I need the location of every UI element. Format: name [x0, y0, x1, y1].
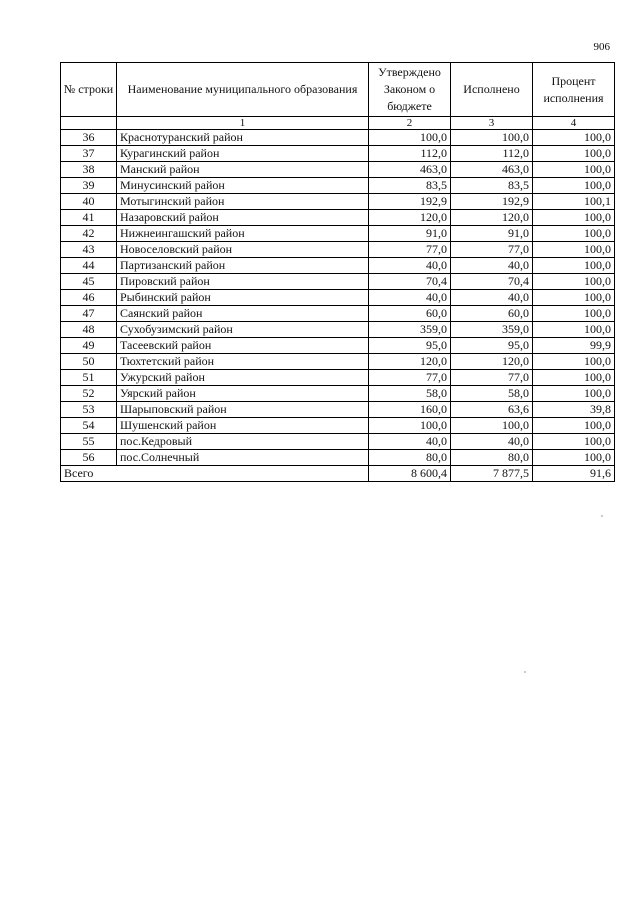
total-label: Всего: [61, 466, 369, 482]
executed-amount: 40,0: [451, 258, 533, 274]
row-number: 47: [61, 306, 117, 322]
approved-amount: 95,0: [369, 338, 451, 354]
column-number: 2: [369, 117, 451, 130]
approved-amount: 80,0: [369, 450, 451, 466]
header-approved: Утверждено Законом о бюджете: [369, 63, 451, 117]
execution-percent: 100,0: [533, 226, 615, 242]
table-row: [61, 338, 615, 354]
municipality-name: Манский район: [117, 162, 369, 178]
row-number: 53: [61, 402, 117, 418]
table-row: [61, 322, 615, 338]
execution-percent: 100,0: [533, 434, 615, 450]
table-row: [61, 418, 615, 434]
execution-percent: 100,0: [533, 418, 615, 434]
municipality-name: Тасеевский район: [117, 338, 369, 354]
municipality-name: Назаровский район: [117, 210, 369, 226]
execution-percent: 100,0: [533, 146, 615, 162]
municipality-name: Пировский район: [117, 274, 369, 290]
execution-percent: 100,0: [533, 354, 615, 370]
approved-amount: 100,0: [369, 418, 451, 434]
table-row: [61, 162, 615, 178]
execution-percent: 100,0: [533, 162, 615, 178]
row-number: 52: [61, 386, 117, 402]
row-number: 56: [61, 450, 117, 466]
execution-percent: 100,0: [533, 258, 615, 274]
municipality-name: Новоселовский район: [117, 242, 369, 258]
column-number: 4: [533, 117, 615, 130]
executed-amount: 40,0: [451, 290, 533, 306]
municipality-name: Нижнеингашский район: [117, 226, 369, 242]
executed-amount: 63,6: [451, 402, 533, 418]
row-number: 54: [61, 418, 117, 434]
approved-amount: 40,0: [369, 434, 451, 450]
column-number: 1: [117, 117, 369, 130]
execution-percent: 100,0: [533, 274, 615, 290]
executed-amount: 83,5: [451, 178, 533, 194]
table-row: [61, 354, 615, 370]
row-number: 51: [61, 370, 117, 386]
table-row: [61, 210, 615, 226]
municipality-name: Сухобузимский район: [117, 322, 369, 338]
municipality-name: пос.Кедровый: [117, 434, 369, 450]
total-approved: 8 600,4: [369, 466, 451, 482]
execution-percent: 100,1: [533, 194, 615, 210]
execution-percent: 39,8: [533, 402, 615, 418]
execution-percent: 100,0: [533, 322, 615, 338]
table-row: [61, 434, 615, 450]
approved-amount: 40,0: [369, 290, 451, 306]
execution-percent: 100,0: [533, 386, 615, 402]
table-row: [61, 450, 615, 466]
executed-amount: 60,0: [451, 306, 533, 322]
scan-speck: [524, 671, 526, 673]
row-number: 49: [61, 338, 117, 354]
execution-percent: 100,0: [533, 290, 615, 306]
header-executed: Исполнено: [451, 63, 533, 117]
execution-percent: 100,0: [533, 210, 615, 226]
executed-amount: 77,0: [451, 370, 533, 386]
municipality-name: Саянский район: [117, 306, 369, 322]
municipality-name: пос.Солнечный: [117, 450, 369, 466]
row-number: 36: [61, 130, 117, 146]
budget-execution-table: [60, 62, 615, 482]
total-percent: 91,6: [533, 466, 615, 482]
row-number: 37: [61, 146, 117, 162]
table-row: [61, 306, 615, 322]
executed-amount: 120,0: [451, 210, 533, 226]
table-body: [61, 130, 615, 466]
municipality-name: Партизанский район: [117, 258, 369, 274]
row-number: 44: [61, 258, 117, 274]
table-row: [61, 226, 615, 242]
approved-amount: 359,0: [369, 322, 451, 338]
approved-amount: 70,4: [369, 274, 451, 290]
table-row: [61, 130, 615, 146]
table-header-row: [61, 63, 615, 117]
execution-percent: 99,9: [533, 338, 615, 354]
total-executed: 7 877,5: [451, 466, 533, 482]
execution-percent: 100,0: [533, 178, 615, 194]
execution-percent: 100,0: [533, 450, 615, 466]
municipality-name: Ужурский район: [117, 370, 369, 386]
municipality-name: Шушенский район: [117, 418, 369, 434]
executed-amount: 95,0: [451, 338, 533, 354]
execution-percent: 100,0: [533, 306, 615, 322]
approved-amount: 83,5: [369, 178, 451, 194]
row-number: 42: [61, 226, 117, 242]
row-number: 45: [61, 274, 117, 290]
executed-amount: 112,0: [451, 146, 533, 162]
row-number: 38: [61, 162, 117, 178]
row-number: 39: [61, 178, 117, 194]
executed-amount: 77,0: [451, 242, 533, 258]
table-row: [61, 194, 615, 210]
approved-amount: 100,0: [369, 130, 451, 146]
approved-amount: 77,0: [369, 370, 451, 386]
executed-amount: 100,0: [451, 130, 533, 146]
municipality-name: Рыбинский район: [117, 290, 369, 306]
executed-amount: 463,0: [451, 162, 533, 178]
approved-amount: 77,0: [369, 242, 451, 258]
approved-amount: 160,0: [369, 402, 451, 418]
municipality-name: Шарыповский район: [117, 402, 369, 418]
row-number: 41: [61, 210, 117, 226]
executed-amount: 91,0: [451, 226, 533, 242]
approved-amount: 192,9: [369, 194, 451, 210]
approved-amount: 40,0: [369, 258, 451, 274]
executed-amount: 40,0: [451, 434, 533, 450]
approved-amount: 120,0: [369, 210, 451, 226]
execution-percent: 100,0: [533, 370, 615, 386]
column-number-row: [61, 117, 615, 130]
executed-amount: 80,0: [451, 450, 533, 466]
scan-speck: [601, 515, 603, 517]
executed-amount: 58,0: [451, 386, 533, 402]
executed-amount: 70,4: [451, 274, 533, 290]
approved-amount: 91,0: [369, 226, 451, 242]
table-row: [61, 178, 615, 194]
row-number: 43: [61, 242, 117, 258]
executed-amount: 192,9: [451, 194, 533, 210]
executed-amount: 100,0: [451, 418, 533, 434]
municipality-name: Тюхтетский район: [117, 354, 369, 370]
column-number: [61, 117, 117, 130]
approved-amount: 120,0: [369, 354, 451, 370]
table-row: [61, 258, 615, 274]
approved-amount: 60,0: [369, 306, 451, 322]
row-number: 48: [61, 322, 117, 338]
header-percent: Процент исполнения: [533, 63, 615, 117]
execution-percent: 100,0: [533, 242, 615, 258]
total-row: [61, 466, 615, 482]
table-row: [61, 146, 615, 162]
execution-percent: 100,0: [533, 130, 615, 146]
approved-amount: 58,0: [369, 386, 451, 402]
page-number: 906: [593, 41, 610, 53]
executed-amount: 120,0: [451, 354, 533, 370]
approved-amount: 112,0: [369, 146, 451, 162]
header-row-number: № строки: [61, 63, 117, 117]
table-row: [61, 370, 615, 386]
header-municipality-name: Наименование муниципального образования: [117, 63, 369, 117]
table-row: [61, 386, 615, 402]
column-number: 3: [451, 117, 533, 130]
municipality-name: Мотыгинский район: [117, 194, 369, 210]
row-number: 55: [61, 434, 117, 450]
approved-amount: 463,0: [369, 162, 451, 178]
table-row: [61, 242, 615, 258]
row-number: 40: [61, 194, 117, 210]
executed-amount: 359,0: [451, 322, 533, 338]
row-number: 46: [61, 290, 117, 306]
table-row: [61, 402, 615, 418]
table-row: [61, 290, 615, 306]
municipality-name: Уярский район: [117, 386, 369, 402]
municipality-name: Минусинский район: [117, 178, 369, 194]
table-row: [61, 274, 615, 290]
row-number: 50: [61, 354, 117, 370]
municipality-name: Краснотуранский район: [117, 130, 369, 146]
municipality-name: Курагинский район: [117, 146, 369, 162]
